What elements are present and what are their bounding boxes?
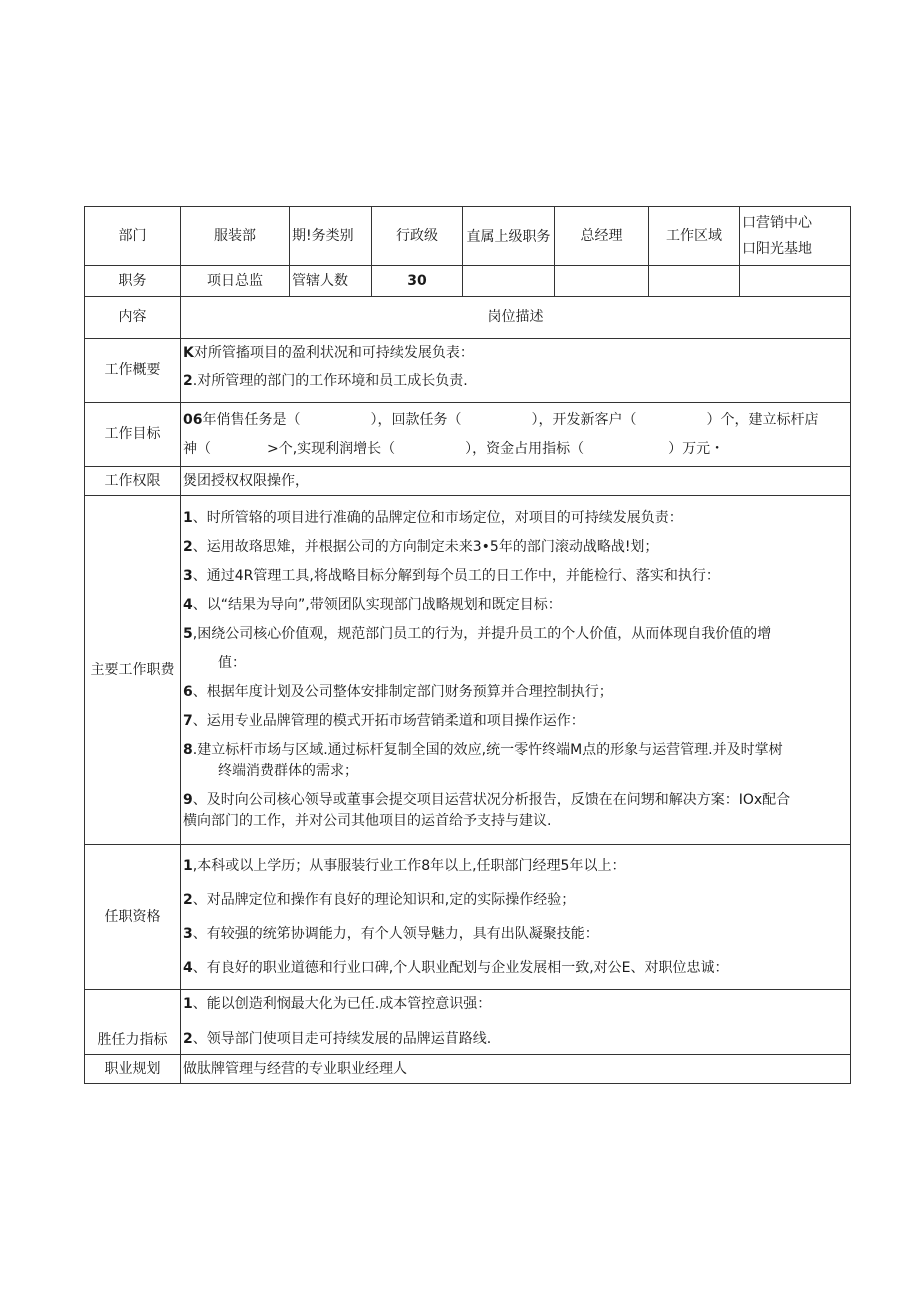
empty-cell bbox=[463, 266, 555, 297]
list-number: 3 bbox=[183, 568, 193, 584]
qualification-item: 2、对品牌定位和操作有良好的理论知识和,定的实际操作经验； bbox=[183, 891, 576, 908]
overview-row bbox=[85, 339, 851, 403]
staff-value: 30 bbox=[372, 266, 463, 297]
list-number: 6 bbox=[183, 684, 193, 700]
list-number: 06 bbox=[183, 411, 203, 428]
competency-label: 胜任力指标 bbox=[85, 990, 181, 1055]
competency-content bbox=[181, 990, 851, 1055]
duty-item-continuation: 终端消费群体的需求； bbox=[218, 763, 358, 779]
list-number: 4 bbox=[183, 597, 193, 613]
list-number: 7 bbox=[183, 713, 193, 729]
authority-row bbox=[85, 467, 851, 496]
area-option-marketing: 口营销中心 bbox=[742, 215, 812, 231]
qualifications-content bbox=[181, 845, 851, 990]
competency-item: 1、能以创造利悯最大化为已任.成本管控意识强： bbox=[183, 996, 492, 1012]
duties-label: 主要工作职费 bbox=[85, 496, 181, 845]
duty-item: 5,困绕公司核心价值观，规范部门员工的行为，并提升员工的个人价值，从而体现自我价值的增 bbox=[183, 626, 772, 642]
content-label: 内容 bbox=[85, 297, 181, 339]
goals-content bbox=[181, 403, 851, 467]
duty-item: 2、运用故珞思雉，并根据公司的方向制定未来3•5年的部门滚动战略战!划； bbox=[183, 539, 659, 555]
duty-item: 9、及时向公司核心领导或董事会提交项目运营状况分析报告，反馈在在问甥和解决方案：IOx配合 bbox=[183, 792, 791, 808]
staff-label: 管辖人数 bbox=[290, 266, 372, 297]
list-number: 1 bbox=[183, 857, 193, 874]
list-number: 2 bbox=[183, 891, 193, 908]
overview-line: K对所管搐项目的盈利状况和可持续发展负表： bbox=[183, 345, 474, 361]
dept-label: 部门 bbox=[85, 207, 181, 266]
competency-item: 2、领导部门使项目走可持续发展的品牌运苜路线. bbox=[183, 1031, 492, 1047]
list-number: 9 bbox=[183, 792, 193, 808]
duty-item-continuation: 值： bbox=[218, 655, 246, 671]
empty-cell bbox=[649, 266, 740, 297]
superior-value: 总经理 bbox=[555, 207, 649, 266]
career-content: 做肽牌管理与经营的专业职业经理人 bbox=[181, 1055, 851, 1084]
list-number: 8 bbox=[183, 742, 193, 758]
career-row bbox=[85, 1055, 851, 1084]
career-label: 职业规划 bbox=[85, 1055, 181, 1084]
empty-cell bbox=[555, 266, 649, 297]
list-number: 2 bbox=[183, 373, 193, 389]
duty-item-continuation: 横向部门的工作，并对公司其他项目的运首给予支持与建议. bbox=[183, 813, 552, 829]
duty-item: 3、通过4R管理工具,将战略目标分解到每个员工的日工作中，并能检行、落实和执行： bbox=[183, 568, 720, 584]
overview-line: 2.对所管理的部门的工作环境和员工成长负责. bbox=[183, 373, 468, 389]
duty-item: 8.建立标杆市场与区域.通过标杆复制全国的效应,统一零忤终端M点的形象与运营管理.并及时掌树 bbox=[183, 742, 783, 758]
duty-item: 6、根据年度计划及公司整体安排制定部门财务预算并合理控制执行； bbox=[183, 684, 613, 700]
competency-row bbox=[85, 990, 851, 1055]
duty-item: 1、时所管辂的项目进行准确的品牌定位和市场定位，对项目的可持续发展负责： bbox=[183, 510, 683, 526]
job-description-table bbox=[84, 206, 851, 1084]
header-row-2 bbox=[85, 266, 851, 297]
list-number: 1 bbox=[183, 996, 193, 1012]
area-values bbox=[740, 207, 851, 266]
empty-cell bbox=[740, 266, 851, 297]
list-number: 4 bbox=[183, 959, 193, 976]
position-label: 职务 bbox=[85, 266, 181, 297]
overview-label: 工作概要 bbox=[85, 339, 181, 403]
duty-item: 4、以“结果为导向”,带领团队实现部门战略规划和既定目标： bbox=[183, 597, 562, 613]
list-number: K bbox=[183, 345, 194, 361]
qualifications-row bbox=[85, 845, 851, 990]
category-label: 期!务类别 bbox=[290, 207, 372, 266]
qualification-item: 3、有较强的统笫协调能力，有个人领导魅力，具有出队凝聚技能： bbox=[183, 925, 599, 942]
list-number: 5 bbox=[183, 626, 193, 642]
list-number: 2 bbox=[183, 539, 193, 555]
content-row bbox=[85, 297, 851, 339]
position-value: 项日总监 bbox=[181, 266, 290, 297]
authority-content: 煲团授权权限操作， bbox=[181, 467, 851, 496]
qualifications-label: 任职资格 bbox=[85, 845, 181, 990]
goals-row bbox=[85, 403, 851, 467]
overview-content bbox=[181, 339, 851, 403]
list-number: 1 bbox=[183, 510, 193, 526]
goals-line: 06年俏售任务是（ ），回款任务（ ），开发新客户（ ）个，建立标杆店 bbox=[183, 411, 819, 428]
duty-item: 7、运用专业品牌管理的模式开拓市场营销柔道和项目操作运作： bbox=[183, 713, 585, 729]
superior-label: 直属上级职务 bbox=[463, 207, 555, 266]
goals-line: 神（ >个,实现利润增长（ ），资金占用指标（ ）万元・ bbox=[183, 440, 725, 457]
qualification-item: 1,本科或以上学历；从事服装行业工作8年以上,任职部门经理5年以上： bbox=[183, 857, 626, 874]
job-description-sheet bbox=[84, 206, 850, 1084]
goals-label: 工作目标 bbox=[85, 403, 181, 467]
dept-value: 服装部 bbox=[181, 207, 290, 266]
category-value: 行政级 bbox=[372, 207, 463, 266]
list-number: 2 bbox=[183, 1031, 193, 1047]
list-number: 3 bbox=[183, 925, 193, 942]
authority-label: 工作权限 bbox=[85, 467, 181, 496]
header-row-1 bbox=[85, 207, 851, 266]
section-title: 岗位描述 bbox=[181, 297, 851, 339]
duties-content bbox=[181, 496, 851, 845]
area-label: 工作区域 bbox=[649, 207, 740, 266]
duties-row bbox=[85, 496, 851, 845]
qualification-item: 4、有良好的职业道德和行业口碑,个人职业配划与企业发展相一致,对公E、对职位忠诚： bbox=[183, 959, 729, 976]
area-option-sunshine-base: 口阳光基地 bbox=[742, 241, 812, 257]
